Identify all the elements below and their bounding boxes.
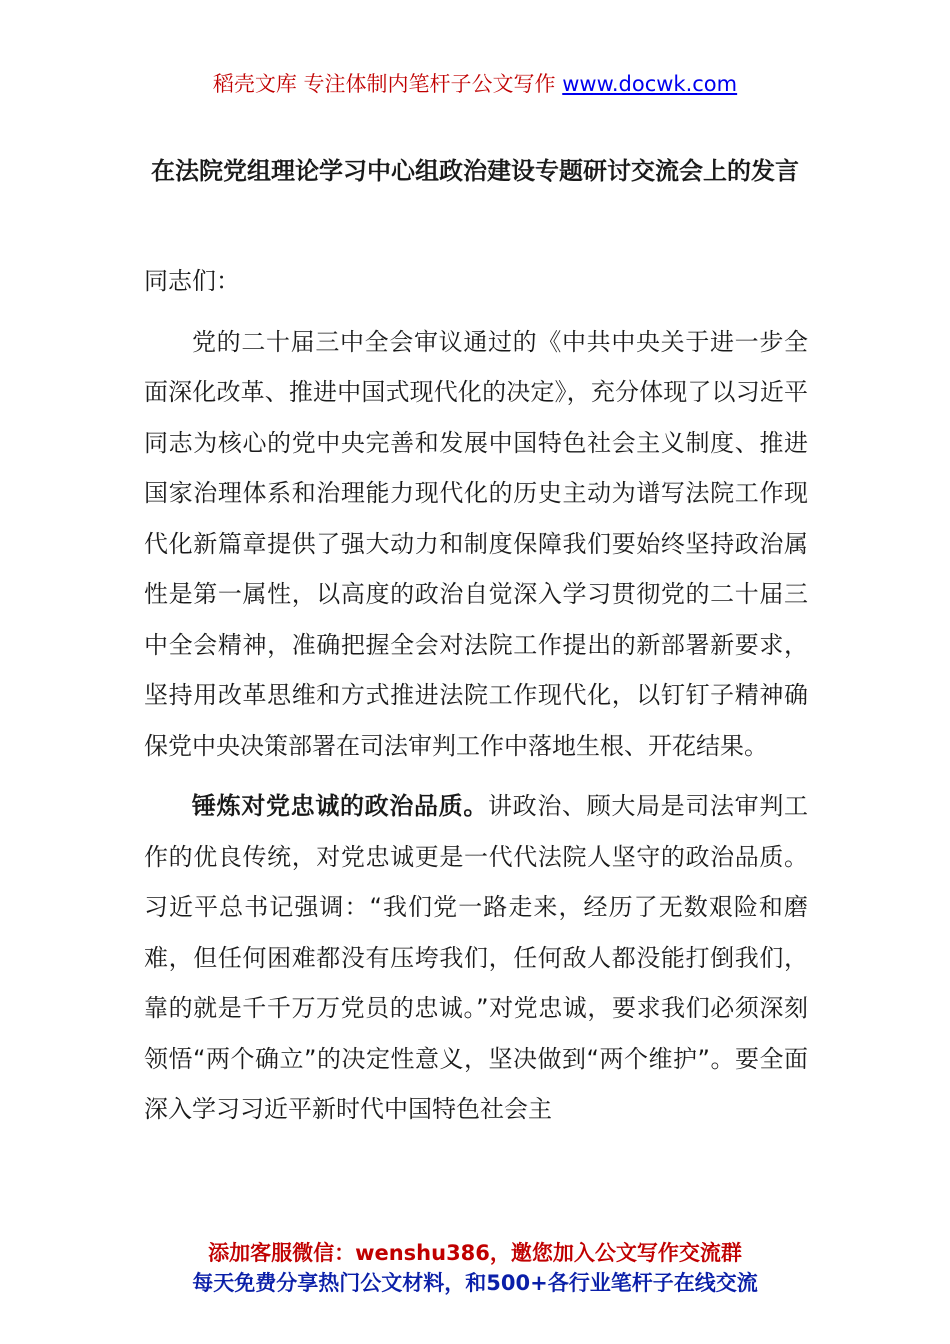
document-header — [0, 68, 950, 100]
footer-wechat-line: 添加客服微信：wenshu386，邀您加入公文写作交流群 — [208, 1241, 742, 1265]
paragraph-intro — [144, 317, 808, 772]
paragraph-intro-text: 党的二十届三中全会审议通过的《中共中央关于进一步全面深化改革、推进中国式现代化的决定》，充分体现了以习近平同志为核心的党中央完善和发展中国特色社会主义制度、推进国家治理体系和治理能力现代化的历史主动为谱写法院工作现代化新篇章提供了强大动力和制度保障我们要始终坚持政治属性是第一属性，以高度的政治自觉深入学习贯彻党的二十届三中全会精神，准确把握全会对法院工作提出的新部署新要求，坚持用改革思维和方式推进法院工作现代化，以钉钉子精神确保党中央决策部署在司法审判工作中落地生根、开花结果。 — [144, 327, 808, 760]
paragraph-loyalty — [144, 781, 808, 1135]
document-footer — [0, 1238, 950, 1298]
document-body — [144, 256, 808, 1135]
salutation: 同志们： — [144, 267, 240, 295]
paragraph-loyalty-lead: 锤炼对党忠诚的政治品质。 — [192, 792, 488, 820]
paragraph-loyalty-text: 讲政治、顾大局是司法审判工作的优良传统，对党忠诚更是一代代法院人坚守的政治品质。习近平总书记强调：“我们党一路走来，经历了无数艰险和磨难，但任何困难都没有压垮我们，任何敌人都没能打倒我们，靠的就是千千万万党员的忠诚。”对党忠诚，要求我们必须深刻领悟“两个确立”的决定性意义，坚决做到“两个维护”。要全面深入学习习近平新时代中国特色社会主 — [144, 792, 808, 1123]
header-brand-text: 稻壳文库 专注体制内笔杆子公文写作 — [212, 72, 556, 96]
footer-share-line: 每天免费分享热门公文材料，和500+各行业笔杆子在线交流 — [192, 1271, 758, 1295]
document-title: 在法院党组理论学习中心组政治建设专题研讨交流会上的发言 — [151, 157, 799, 185]
header-website-link[interactable]: www.docwk.com — [562, 72, 738, 96]
